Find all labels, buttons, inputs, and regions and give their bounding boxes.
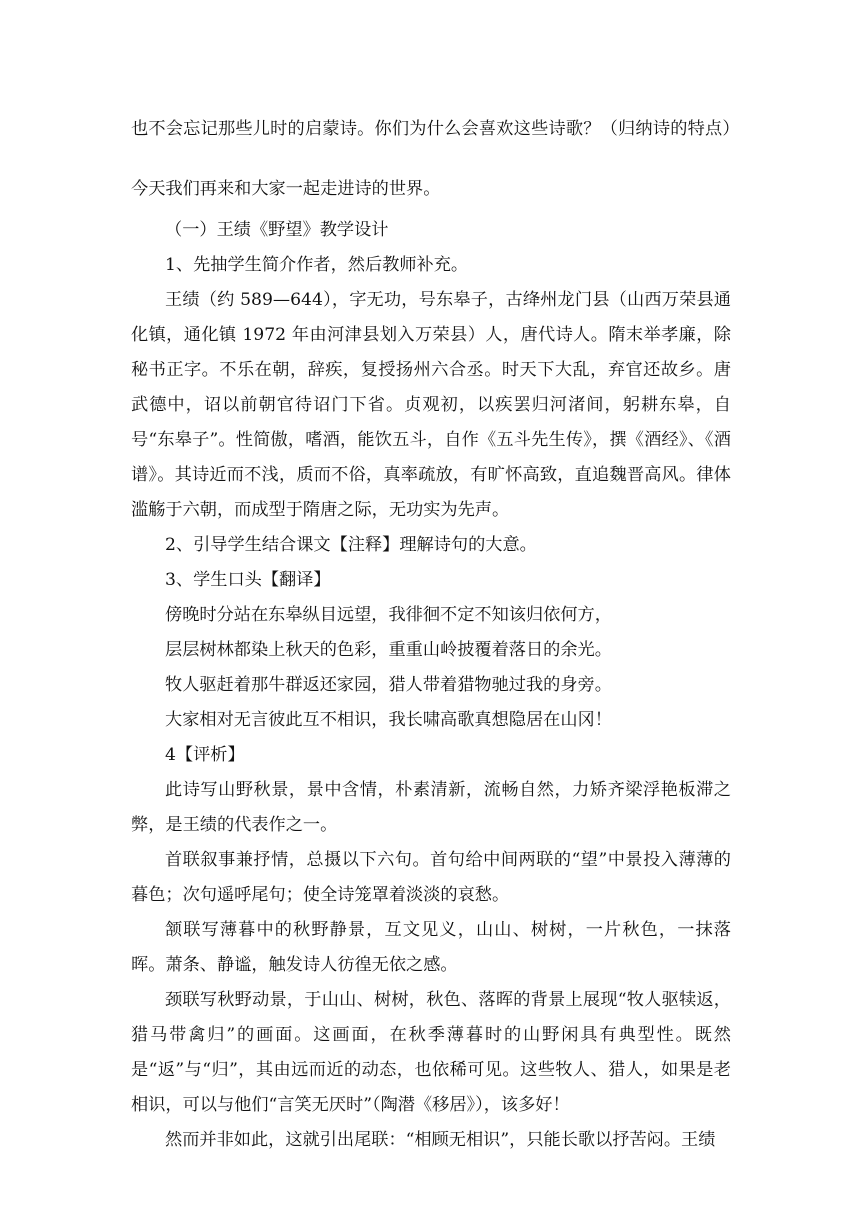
step-4-heading: 4【评析】: [165, 745, 245, 765]
analysis-paragraph-1: 此诗写山野秋景，景中含情，朴素清新，流畅自然，力矫齐梁浮艳板滞之弊，是王绩的代表作之一。: [131, 780, 731, 835]
step-1-paragraph: 1、先抽学生简介作者，然后教师补充。: [165, 255, 469, 275]
translation-line-1: 傍晚时分站在东皋纵目远望，我徘徊不定不知该归依何方，: [165, 605, 612, 625]
step-2-paragraph: 2、引导学生结合课文【注释】理解诗句的大意。: [165, 535, 537, 555]
analysis-paragraph-4: 颈联写秋野动景，于山山、树树，秋色、落晖的背景上展现“牧人驱犊返，猎马带禽归”的画面。这画面，在秋季薄暮时的山野闲具有典型性。既然是“返”与“归”，其由远而近的动态，也依稀可见。这些牧人、猎人，如果是老相识，可以与他们“言笑无厌时”（陶潜《移居》），该多好！: [131, 990, 731, 1115]
author-bio-paragraph: 王绩（约 589—644），字无功，号东皋子，古绛州龙门县（山西万荣县通化镇，通化镇 1972 年由河津县划入万荣县）人，唐代诗人。隋末举孝廉，除秘书正字。不乐在朝，辞疾，复授扬州六合丞。时天下大乱，弃官还故乡。唐武德中，诏以前朝官待诏门下省。贞观初，以疾罢归河渚间，躬耕东皋，自号“东皋子”。性简傲，嗜酒，能饮五斗，自作《五斗先生传》，撰《酒经》、《酒谱》。其诗近而不浅，质而不俗，真率疏放，有旷怀高致，直追魏晋高风。律体滥觞于六朝，而成型于隋唐之际，无功实为先声。: [131, 290, 731, 520]
analysis-paragraph-2: 首联叙事兼抒情，总摄以下六句。首句给中间两联的“望”中景投入薄薄的暮色；次句遥呼尾句；使全诗笼罩着淡淡的哀愁。: [131, 850, 731, 905]
translation-line-2: 层层树林都染上秋天的色彩，重重山岭披覆着落日的余光。: [165, 640, 612, 660]
opening-paragraph: 也不会忘记那些儿时的启蒙诗。你们为什么会喜欢这些诗歌？（归纳诗的特点）今天我们再来和大家一起走进诗的世界。: [131, 119, 731, 199]
translation-line-4: 大家相对无言彼此互不相识，我长啸高歌真想隐居在山冈！: [165, 710, 612, 730]
step-3-paragraph: 3、学生口头【翻译】: [165, 570, 331, 590]
section-heading: （一）王绩《野望》教学设计: [165, 220, 389, 240]
analysis-paragraph-3: 颔联写薄暮中的秋野静景，互文见义，山山、树树，一片秋色，一抹落晖。萧条、静谧，触发诗人彷徨无依之感。: [131, 920, 731, 975]
analysis-paragraph-5: 然而并非如此，这就引出尾联：“相顾无相识”，只能长歌以抒苦闷。王绩: [165, 1130, 716, 1150]
translation-line-3: 牧人驱赶着那牛群返还家园，猎人带着猎物驰过我的身旁。: [165, 675, 612, 695]
document-body: [131, 111, 731, 1158]
